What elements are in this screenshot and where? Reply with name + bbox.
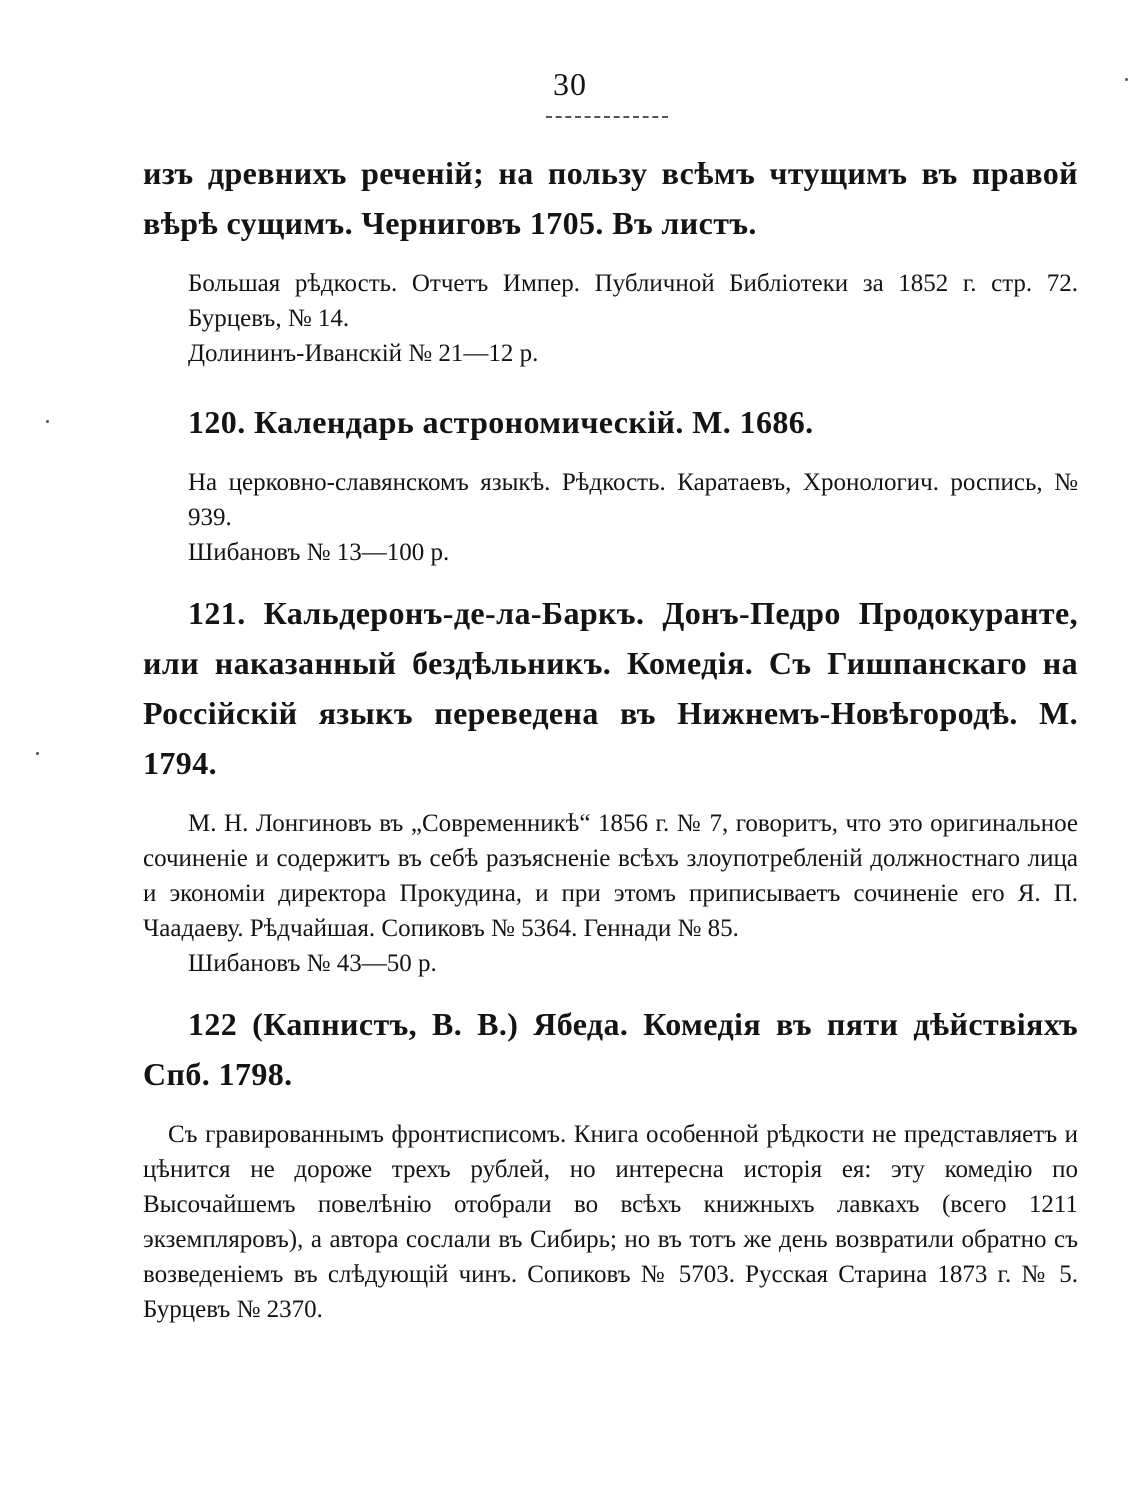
margin-mark: [36, 752, 39, 755]
entry-price: Шибановъ № 43—50 р.: [188, 950, 437, 977]
entry-continuation: [143, 148, 1078, 371]
entry-120: [143, 397, 1078, 570]
margin-mark: [1125, 78, 1128, 81]
entry-note: Съ гравированнымъ фронтисписомъ. Книга особенной рѣдкости не представляетъ и цѣнится не дороже трехъ рублей, но интересна исторія ея: эту комедію по Высочайшемъ повелѣнію отобрали во всѣхъ книжныхъ лавкахъ (всего 1211 экземпляровъ), а автора сослали въ Сибирь; но въ тотъ же день возвратили обратно съ возведеніемъ въ слѣдующій чинъ. Сопиковъ № 5703. Русская Старина 1873 г. № 5. Бурцевъ № 2370.: [143, 1121, 1078, 1323]
entry-121: [143, 588, 1078, 981]
margin-mark: [46, 420, 49, 423]
entry-note: Большая рѣдкость. Отчетъ Импер. Публичной Библіотеки за 1852 г. стр. 72. Бурцевъ, № 14.: [188, 270, 1078, 332]
entry-heading: 121. Кальдеронъ-де-ла-Баркъ. Донъ-Педро Продокуранте, или наказанный бездѣльникъ. Комедія. Съ Гишпанскаго на Россійскій языкъ переведена въ Нижнемъ-Новѣгородѣ. М. 1794.: [143, 595, 1078, 781]
entry-heading: 122 (Капнистъ, В. В.) Ябеда. Комедія въ пяти дѣйствіяхъ Спб. 1798.: [143, 1006, 1078, 1092]
entry-122: [143, 999, 1078, 1327]
entry-heading: изъ древнихъ реченій; на пользу всѣмъ чтущимъ въ правой вѣрѣ сущимъ. Черниговъ 1705. Въ листъ.: [143, 155, 1078, 241]
entry-price: Долининъ-Иванскій № 21—12 р.: [188, 340, 539, 367]
entry-heading: 120. Календарь астрономическій. М. 1686.: [188, 404, 814, 440]
page-content: [143, 148, 1078, 1327]
entry-note: М. Н. Лонгиновъ въ „Современникѣ“ 1856 г. № 7, говоритъ, что это оригинальное сочиненіе и содержитъ въ себѣ разъясненіе всѣхъ злоупотребленій должностнаго лица и экономіи директора Прокудина, и при этомъ приписываетъ сочиненіе его Я. П. Чаадаеву. Рѣдчайшая. Сопиковъ № 5364. Геннади № 85.: [143, 810, 1078, 942]
entry-note: На церковно-славянскомъ языкѣ. Рѣдкость. Каратаевъ, Хронологич. роспись, № 939.: [188, 469, 1078, 531]
page-number: 30: [553, 66, 587, 102]
entry-price: Шибановъ № 13—100 р.: [188, 539, 450, 566]
page-number-rule: [546, 116, 668, 118]
